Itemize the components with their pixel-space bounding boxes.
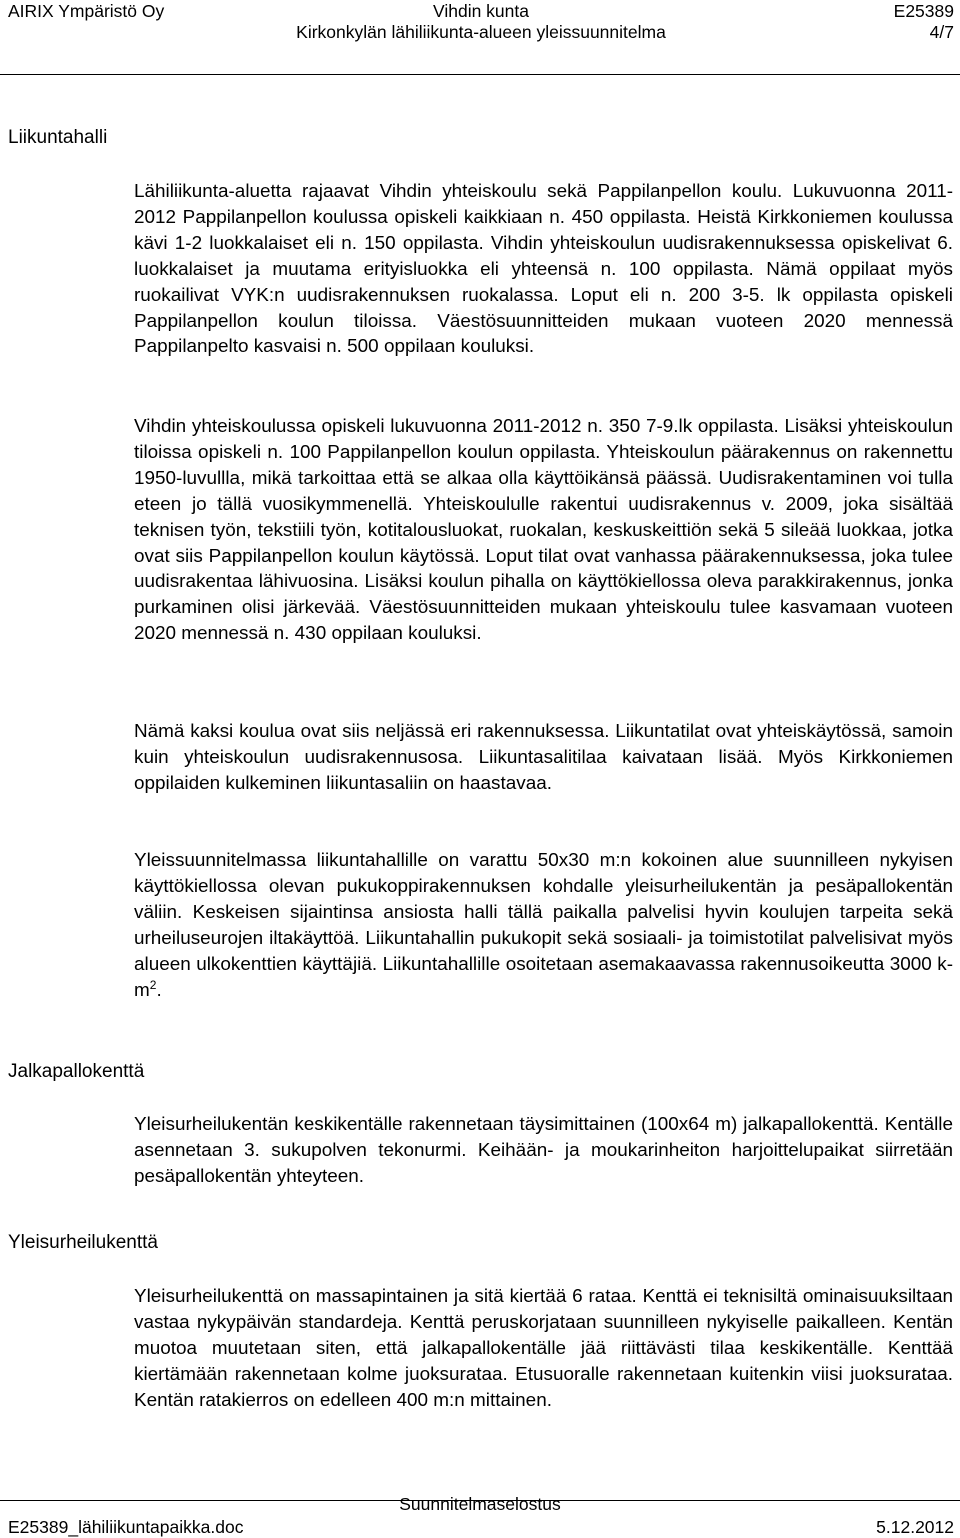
paragraph-liikuntahalli-end: . bbox=[156, 979, 162, 1001]
paragraph-jalkapallokentta: Yleisurheilukentän keskikentälle rakennetaan täysimittainen (100x64 m) jalkapallokenttä. Kentälle asennetaan 3. sukupolven tekonurmi. Keihään- ja moukarinheiton harjoittelupaikat siirretään pesäpallokentän yhteyteen. bbox=[134, 1114, 953, 1187]
paragraph-buildings: Nämä kaksi koulua ovat siis neljässä eri rakennuksessa. Liikuntatilat ovat yhteiskäytössä, samoin kuin yhteiskoulun uudisrakennusosa. Liikuntasalitilaa kaivataan lisää. Myös Kirkkoniemen oppilaiden kulkeminen liikuntasaliin on haastavaa. bbox=[134, 721, 953, 794]
paragraph-schools-area: Lähiliikunta-aluetta rajaavat Vihdin yhteiskoulu sekä Pappilanpellon koulu. Lukuvuonna 2011-2012 Pappilanpellon koulussa opiskeli kaikkiaan n. 450 oppilasta. Heistä Kirkkoniemen koulussa kävi 1-2 luokkalaiset eli n. 150 oppilasta. Vihdin yhteiskoulun uudisrakennuksessa opiskelivat 6. luokkalaiset ja muutama erityisluokka eli yhteensä n. 100 oppilasta. Nämä oppilaat myös ruokailivat VYK:n uudisrakennuksen ruokalassa. Loput eli n. 200 3-5. lk oppilasta opiskeli Pappilanpellon koulun tiloissa. Väestösuunnitteiden mukaan vuoteen 2020 mennessä Pappilanpelto kasvaisi n. 500 oppilaan kouluksi. bbox=[134, 181, 953, 358]
header-row-1 bbox=[8, 0, 954, 22]
header-page-number: 4/7 bbox=[929, 22, 954, 42]
heading-yleisurheilukentta: Yleisurheilukenttä bbox=[8, 1232, 158, 1253]
paragraph-liikuntahalli-text: Yleissuunnitelmassa liikuntahallille on varattu 50x30 m:n kokoinen alue suunnilleen nykyisen käyttökiellossa olevan pukukoppirakennuksen kohdalle yleisurheilukentän ja pesäpallokentän väliin. Keskeisen sijaintinsa ansiosta halli tällä paikalla palvelisi hyvin koulujen tarpeita sekä urheiluseurojen iltakäyttöä. Liikuntahallin pukukopit sekä sosiaali- ja toimistotilat palvelisivat myös alueen ulkokenttien käyttäjiä. Liikuntahallille osoitetaan asemakaavassa rakennusoikeutta 3000 k-m bbox=[134, 850, 953, 1001]
header-divider bbox=[0, 74, 960, 75]
footer-filename: E25389_lähiliikuntapaikka.doc bbox=[8, 1517, 244, 1537]
paragraph-liikuntahalli-plan bbox=[134, 848, 953, 1003]
header-client: Vihdin kunta bbox=[432, 1, 529, 21]
header-document-title: Kirkonkylän lähiliikunta-alueen yleissuunnitelma bbox=[296, 22, 666, 42]
heading-liikuntahalli: Liikuntahalli bbox=[8, 127, 108, 148]
area-unit-superscript: 2 bbox=[149, 977, 157, 992]
header-project-code: E25389 bbox=[893, 1, 954, 21]
footer-date: 5.12.2012 bbox=[876, 1517, 954, 1537]
paragraph-yhteiskoulu: Vihdin yhteiskoulussa opiskeli lukuvuonna 2011-2012 n. 350 7-9.lk oppilasta. Lisäksi yhteiskoulun tiloissa opiskeli n. 100 Pappilanpellon koulun oppilasta. Yhteiskoulun päärakennus on rakennettu 1950-luvullla, mikä tarkoittaa että se alkaa olla käyttöikänsä päässä. Uudisrakentaminen voi tulla eteen jo tällä vuosikymmenellä. Yhteiskoululle rakentui uudisrakennus v. 2009, joka sisältää teknisen työn, tekstiili työn, kotitalousluokat, ruokalan, keskuskeittiön sekä 5 sileää luokkaa, jotka ovat siis Pappilanpellon koulun käytössä. Loput tilat ovat vanhassa päärakennuksessa, joka tulee uudisrakentaa lähivuosina. Lisäksi koulun pihalla on käyttökiellossa oleva parakkirakennus, jonka purkaminen olisi järkevää. Väestösuunnitteiden mukaan yhteiskoulu tulee kasvamaan vuoteen 2020 mennessä n. 430 oppilaan kouluksi. bbox=[134, 416, 953, 645]
header-company: AIRIX Ympäristö Oy bbox=[8, 1, 165, 21]
paragraph-yleisurheilukentta: Yleisurheilukenttä on massapintainen ja sitä kiertää 6 rataa. Kenttä ei teknisiltä ominaisuuksiltaan vastaa nykypäivän standardeja. Kenttä peruskorjataan suunnilleen nykyiselle paikalleen. Kentän muotoa muutetaan siten, että jalkapallokentälle jää riittävästi tilaa keskikentälle. Kenttää kiertämään rakennetaan kolme juoksurataa. Etusuoralle rakennetaan kuitenkin viisi juoksurataa. Kentän ratakierros on edelleen 400 m:n mittainen. bbox=[134, 1286, 953, 1411]
heading-jalkapallokentta: Jalkapallokenttä bbox=[8, 1061, 145, 1082]
header-row-2 bbox=[8, 21, 954, 43]
footer-document-type: Suunnitelmaselostus bbox=[399, 1494, 561, 1514]
